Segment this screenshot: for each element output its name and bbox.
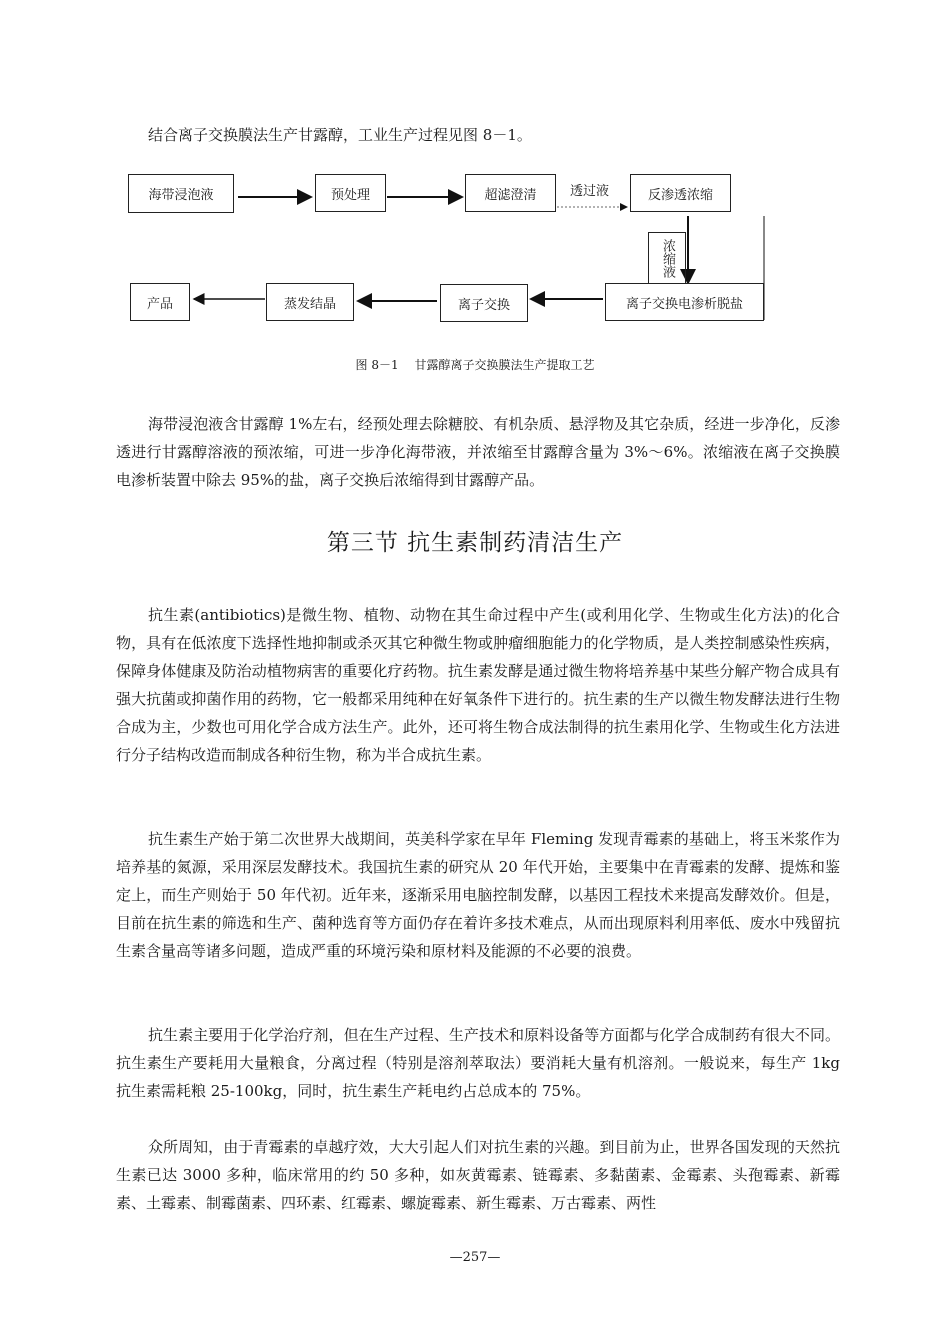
paragraph-mannitol: 海带浸泡液含甘露醇 1%左右，经预处理去除糖胶、有机杂质、悬浮物及其它杂质，经进一步净化，反渗透进行甘露醇溶液的预浓缩，可进一步净化海带液，并浓缩至甘露醇含量为 3%～6%。浓缩液在离子交换膜电渗析装置中除去 95%的盐，离子交换后浓缩得到甘露醇产品。 xyxy=(116,415,840,489)
intro-text: 结合离子交换膜法生产甘露醇，工业生产过程见图 8－1。 xyxy=(148,126,532,144)
page-number: —257— xyxy=(449,1250,501,1265)
paragraph-antibiotics-variety: 众所周知，由于青霉素的卓越疗效，大大引起人们对抗生素的兴趣。到目前为止，世界各国发现的天然抗生素已达 3000 多种，临床常用的约 50 多种，如灰黄霉素、链霉素、多黏菌素、金霉素、头孢霉素、新霉素、土霉素、制霉菌素、四环素、红霉素、螺旋霉素、新生霉素、万古霉素、两性 xyxy=(116,1138,840,1212)
box-reverse-osmosis: 反渗透浓缩 xyxy=(630,174,731,212)
box-product: 产品 xyxy=(130,283,190,321)
paragraph-antibiotics-definition: 抗生素(antibiotics)是微生物、植物、动物在其生命过程中产生(或利用化学、生物或生化方法)的化合物，具有在低浓度下选择性地抑制或杀灭其它种微生物或肿瘤细胞能力的化学物质，是人类控制感染性疾病，保障身体健康及防治动植物病害的重要化疗药物。抗生素发酵是通过微生物将培养基中某些分解产物合成具有强大抗菌或抑菌作用的药物，它一般都采用纯种在好氧条件下进行的。抗生素的生产以微生物发酵法进行生物合成为主，少数也可用化学合成方法生产。此外，还可将生物合成法制得的抗生素用化学、生物或生化方法进行分子结构改造而制成各种衍生物，称为半合成抗生素。 xyxy=(116,606,840,764)
box-pretreatment: 预处理 xyxy=(315,174,386,212)
section-title: 第三节 抗生素制药清洁生产 xyxy=(326,530,624,556)
paragraph-antibiotics-production: 抗生素主要用于化学治疗剂，但在生产过程、生产技术和原料设备等方面都与化学合成制药有很大不同。抗生素生产要耗用大量粮食，分离过程（特别是溶剂萃取法）要消耗大量有机溶剂。一般说来，每生产 1kg 抗生素需耗粮 25-100kg，同时，抗生素生产耗电约占总成本的 75%。 xyxy=(116,1026,840,1100)
box-ultrafiltration: 超滤澄清 xyxy=(465,174,556,212)
box-evaporation: 蒸发结晶 xyxy=(266,283,354,321)
box-seaweed-liquid: 海带浸泡液 xyxy=(128,174,234,213)
paragraph-antibiotics-history: 抗生素生产始于第二次世界大战期间，英美科学家在早年 Fleming 发现青霉素的基础上，将玉米浆作为培养基的氮源，采用深层发酵技术。我国抗生素的研究从 20 年代开始，主要集中在青霉素的发酵、提炼和鉴定上，而生产则始于 50 年代初。近年来，逐渐采用电脑控制发酵，以基因工程技术来提高发酵效价。但是，目前在抗生素的筛选和生产、菌种选育等方面仍存在着许多技术难点，从而出现原料利用率低、废水中残留抗生素含量高等诸多问题，造成严重的环境污染和原材料及能源的不必要的浪费。 xyxy=(116,830,840,960)
permeate-label: 透过液 xyxy=(570,184,610,199)
box-ion-exchange: 离子交换 xyxy=(440,284,528,322)
concentrate-label: 浓缩液 xyxy=(648,232,686,284)
box-electrodialysis: 离子交换电渗析脱盐 xyxy=(605,283,764,321)
figure-caption: 图 8－1 甘露醇离子交换膜法生产提取工艺 xyxy=(355,358,595,372)
